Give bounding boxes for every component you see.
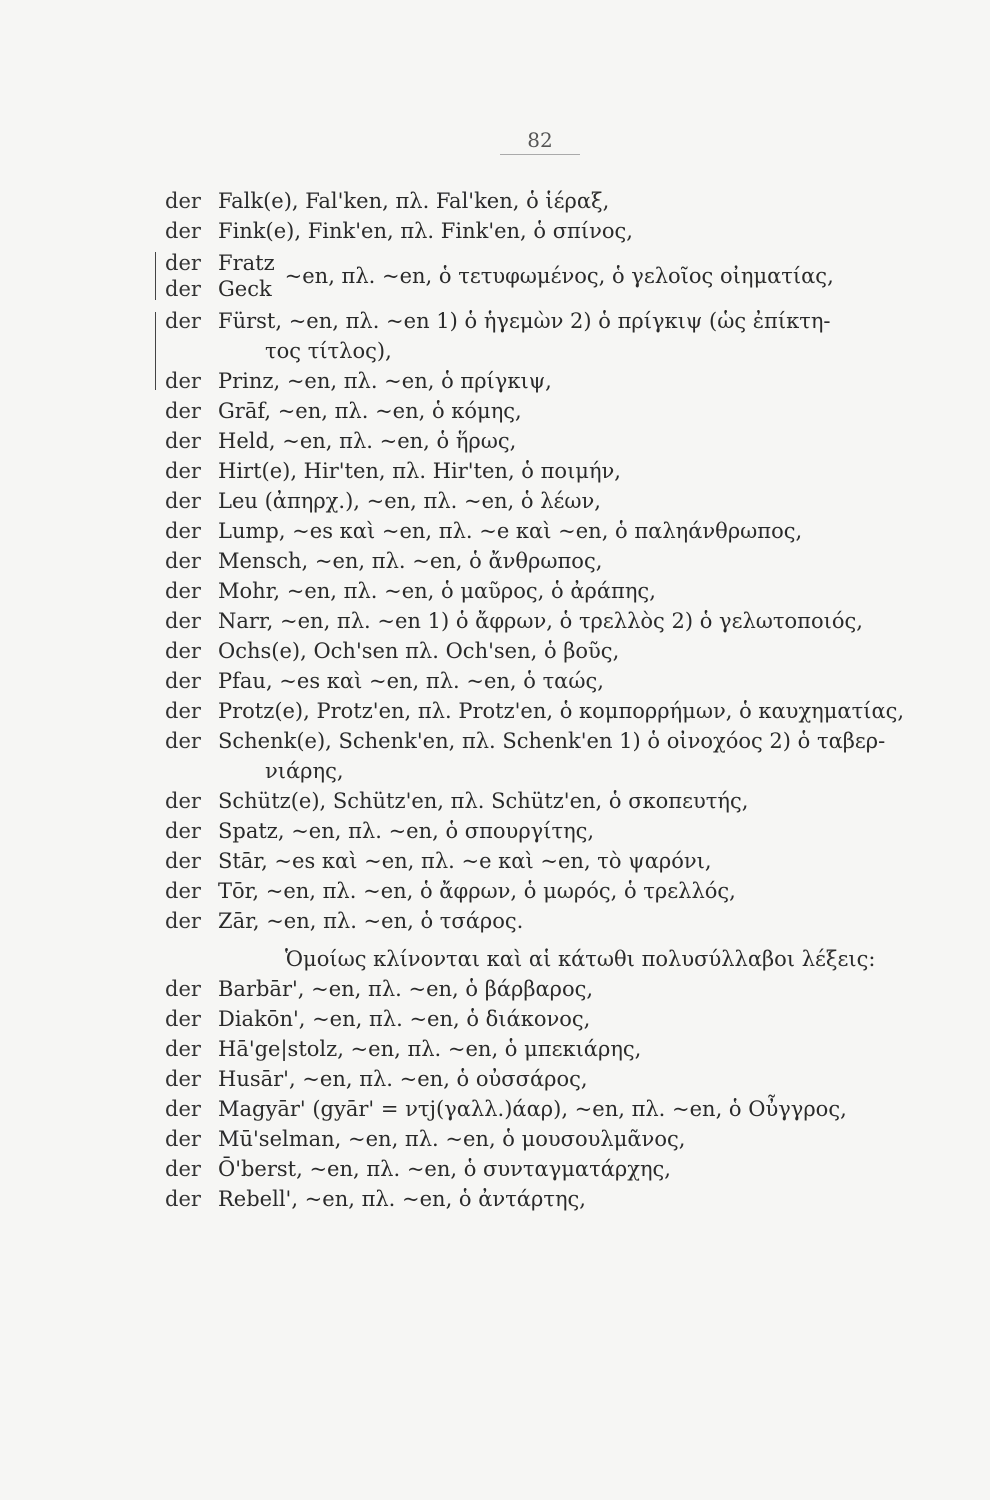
- header-rule: [500, 154, 580, 155]
- entry-line: der Prinz, ~en, πλ. ~en, ὁ πρίγκιψ,: [165, 369, 552, 393]
- entry-line: der Magyār' (gyār' = ντj(γαλλ.)άαρ), ~en, πλ. ~en, ὁ Οὖγγρος,: [165, 1097, 847, 1121]
- entry-line: der Pfau, ~es καὶ ~en, πλ. ~en, ὁ ταώς,: [165, 669, 604, 693]
- entry-line: der Spatz, ~en, πλ. ~en, ὁ σπουργίτης,: [165, 819, 595, 843]
- entry-line: der Mū'selman, ~en, πλ. ~en, ὁ μουσουλμᾶνος,: [165, 1127, 686, 1151]
- entry-line: der Lump, ~es καὶ ~en, πλ. ~e καὶ ~en, ὁ παληάνθρωπος,: [165, 519, 803, 543]
- entry-line: der Tōr, ~en, πλ. ~en, ὁ ἄφρων, ὁ μωρός, ὁ τρελλός,: [165, 879, 736, 903]
- entry-line: der Rebell', ~en, πλ. ~en, ὁ ἀντάρτης,: [165, 1187, 586, 1211]
- entry-line: der Falk(e), Fal'ken, πλ. Fal'ken, ὁ ἱέραξ,: [165, 189, 610, 213]
- entry-line: der Husār', ~en, πλ. ~en, ὁ οὐσσάρος,: [165, 1067, 588, 1091]
- page-number: 82: [527, 128, 553, 152]
- entry-list: [165, 186, 925, 1214]
- entry-line: der Mensch, ~en, πλ. ~en, ὁ ἄνθρωπος,: [165, 549, 603, 573]
- entry-line: der Held, ~en, πλ. ~en, ὁ ἥρως,: [165, 429, 517, 453]
- entry-line: der Schenk(e), Schenk'en, πλ. Schenk'en 1) ὁ οἰνοχόος 2) ὁ ταβερ-: [165, 729, 886, 753]
- entry-line: der Ochs(e), Och'sen πλ. Och'sen, ὁ βοῦς,: [165, 639, 620, 663]
- entry-line: der Hā'ge|stolz, ~en, πλ. ~en, ὁ μπεκιάρης,: [165, 1037, 642, 1061]
- entry-line: der Protz(e), Protz'en, πλ. Protz'en, ὁ κομπορρήμων, ὁ καυχηματίας,: [165, 699, 905, 723]
- entry-line: der Fink(e), Fink'en, πλ. Fink'en, ὁ σπίνος,: [165, 219, 633, 243]
- entry-line: der Fürst, ~en, πλ. ~en 1) ὁ ἡγεμὼν 2) ὁ πρίγκιψ (ὡς ἐπίκτη-: [165, 309, 831, 333]
- entry-line: der Leu (ἀπηρχ.), ~en, πλ. ~en, ὁ λέων,: [165, 489, 601, 513]
- entry-line: der Ō'berst, ~en, πλ. ~en, ὁ συνταγματάρχης,: [165, 1157, 671, 1181]
- bracket-entry-fuerst-prinz: [165, 306, 925, 396]
- entry-line: der Grāf, ~en, πλ. ~en, ὁ κόμης,: [165, 399, 522, 423]
- entry-line: der Schütz(e), Schütz'en, πλ. Schütz'en, ὁ σκοπευτής,: [165, 789, 749, 813]
- entry-line: der Stār, ~es καὶ ~en, πλ. ~e καὶ ~en, τὸ ψαρόνι,: [165, 849, 712, 873]
- entry-continuation: τος τίτλος),: [265, 339, 392, 363]
- entry-line: der Barbār', ~en, πλ. ~en, ὁ βάρβαρος,: [165, 977, 594, 1001]
- entry-line: der Hirt(e), Hir'ten, πλ. Hir'ten, ὁ ποιμήν,: [165, 459, 621, 483]
- entry-line: der Diakōn', ~en, πλ. ~en, ὁ διάκονος,: [165, 1007, 591, 1031]
- entry-line: der Narr, ~en, πλ. ~en 1) ὁ ἄφρων, ὁ τρελλὸς 2) ὁ γελωτοποιός,: [165, 609, 863, 633]
- bracket-entry-fratz-geck: der Fratz der Geck ~en, πλ. ~en, ὁ τετυφωμένος, ὁ γελοῖος οἰηματίας,: [165, 246, 925, 306]
- section-heading: Ὁμοίως κλίνονται καὶ αἱ κάτωθι πολυσύλλαβοι λέξεις:: [285, 947, 876, 971]
- entry-line: der Mohr, ~en, πλ. ~en, ὁ μαῦρος, ὁ ἀράπης,: [165, 579, 656, 603]
- entry-line: der Zār, ~en, πλ. ~en, ὁ τσάρος.: [165, 909, 524, 933]
- entry-continuation: νιάρης,: [265, 759, 344, 783]
